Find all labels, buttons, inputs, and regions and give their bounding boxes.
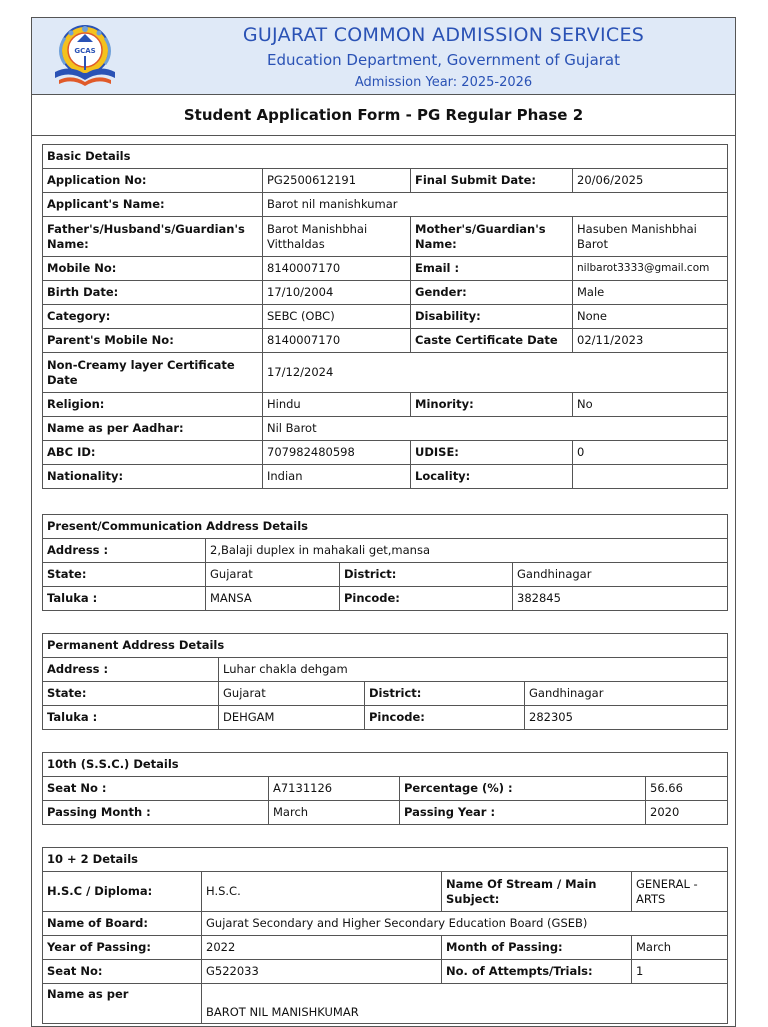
abc-id-value: 707982480598 [263, 441, 411, 465]
field-label: Minority: [411, 393, 573, 417]
field-label: Parent's Mobile No: [43, 329, 263, 353]
ncl-date-value: 17/12/2024 [263, 353, 728, 393]
ssc-details-table [42, 752, 728, 825]
field-label: Non-Creamy layer Certificate Date [43, 353, 263, 393]
hsc-attempts-value: 1 [632, 960, 728, 984]
field-label: H.S.C / Diploma: [43, 872, 202, 912]
hsc-details-section [42, 847, 727, 1024]
field-label: Final Submit Date: [411, 169, 573, 193]
permanent-taluka-value: DEHGAM [219, 706, 365, 730]
org-title: GUJARAT COMMON ADMISSION SERVICES [242, 24, 645, 46]
field-label: Year of Passing: [43, 936, 202, 960]
field-label: Passing Year : [400, 801, 646, 825]
mobile-value: 8140007170 [263, 257, 411, 281]
field-label: Taluka : [43, 587, 206, 611]
field-label: Disability: [411, 305, 573, 329]
field-label: Passing Month : [43, 801, 269, 825]
field-label: Application No: [43, 169, 263, 193]
field-label: Applicant's Name: [43, 193, 263, 217]
section-heading: Present/Communication Address Details [43, 515, 728, 539]
aadhar-name-value: Nil Barot [263, 417, 728, 441]
field-label: Father's/Husband's/Guardian's Name: [43, 217, 263, 257]
field-label: Name of Board: [43, 912, 202, 936]
disability-value: None [573, 305, 728, 329]
gender-value: Male [573, 281, 728, 305]
present-address-section [42, 514, 727, 611]
section-heading: 10th (S.S.C.) Details [43, 753, 728, 777]
field-label: UDISE: [411, 441, 573, 465]
permanent-address-section [42, 633, 727, 730]
hsc-year-value: 2022 [202, 936, 442, 960]
field-label: Birth Date: [43, 281, 263, 305]
form-title: Student Application Form - PG Regular Phase 2 [32, 95, 735, 136]
present-pincode-value: 382845 [513, 587, 728, 611]
field-label: Mother's/Guardian's Name: [411, 217, 573, 257]
field-label: Seat No : [43, 777, 269, 801]
field-label: Nationality: [43, 465, 263, 489]
field-label: Address : [43, 658, 219, 682]
field-label: District: [340, 563, 513, 587]
department-title: Education Department, Government of Gujarat [266, 51, 621, 69]
present-district-value: Gandhinagar [513, 563, 728, 587]
udise-value: 0 [573, 441, 728, 465]
field-label: State: [43, 563, 206, 587]
minority-value: No [573, 393, 728, 417]
svg-text:GCAS: GCAS [74, 47, 96, 55]
field-label: Caste Certificate Date [411, 329, 573, 353]
hsc-name-value: BAROT NIL MANISHKUMAR [202, 984, 728, 1024]
basic-details-table [42, 144, 728, 489]
field-label: Address : [43, 539, 206, 563]
ssc-details-section [42, 752, 727, 825]
field-label: Month of Passing: [442, 936, 632, 960]
field-label: District: [365, 682, 525, 706]
birth-date-value: 17/10/2004 [263, 281, 411, 305]
hsc-month-value: March [632, 936, 728, 960]
basic-details-section [42, 144, 727, 489]
present-taluka-value: MANSA [206, 587, 340, 611]
applicant-name-value: Barot nil manishkumar [263, 193, 728, 217]
locality-value [573, 465, 728, 489]
field-label: Email : [411, 257, 573, 281]
field-label: Name as per Aadhar: [43, 417, 263, 441]
field-label: Pincode: [365, 706, 525, 730]
field-label: Seat No: [43, 960, 202, 984]
final-submit-date-value: 20/06/2025 [573, 169, 728, 193]
permanent-district-value: Gandhinagar [525, 682, 728, 706]
present-address-table [42, 514, 728, 611]
religion-value: Hindu [263, 393, 411, 417]
field-label: Mobile No: [43, 257, 263, 281]
permanent-pincode-value: 282305 [525, 706, 728, 730]
application-no-value: PG2500612191 [263, 169, 411, 193]
permanent-address-table [42, 633, 728, 730]
gcas-logo-icon [41, 20, 129, 92]
hsc-details-table [42, 847, 728, 1024]
field-label: Name as per [43, 984, 202, 1024]
section-heading: Basic Details [43, 145, 728, 169]
permanent-state-value: Gujarat [219, 682, 365, 706]
parent-mobile-value: 8140007170 [263, 329, 411, 353]
field-label: Percentage (%) : [400, 777, 646, 801]
hsc-stream-value: GENERAL - ARTS [632, 872, 728, 912]
admission-year: Admission Year: 2025-2026 [354, 75, 533, 90]
present-address-value: 2,Balaji duplex in mahakali get,mansa [206, 539, 728, 563]
mother-name-value: Hasuben Manishbhai Barot [573, 217, 728, 257]
email-value: nilbarot3333@gmail.com [573, 257, 728, 281]
hsc-board-value: Gujarat Secondary and Higher Secondary Education Board (GSEB) [202, 912, 728, 936]
ssc-percentage-value: 56.66 [646, 777, 728, 801]
father-name-value: Barot Manishbhai Vitthaldas [263, 217, 411, 257]
permanent-address-value: Luhar chakla dehgam [219, 658, 728, 682]
nationality-value: Indian [263, 465, 411, 489]
ssc-year-value: 2020 [646, 801, 728, 825]
page-header [32, 18, 735, 95]
category-value: SEBC (OBC) [263, 305, 411, 329]
field-label: Name Of Stream / Main Subject: [442, 872, 632, 912]
section-heading: 10 + 2 Details [43, 848, 728, 872]
hsc-seat-value: G522033 [202, 960, 442, 984]
field-label: Gender: [411, 281, 573, 305]
ssc-month-value: March [269, 801, 400, 825]
field-label: Pincode: [340, 587, 513, 611]
caste-cert-date-value: 02/11/2023 [573, 329, 728, 353]
ssc-seat-value: A7131126 [269, 777, 400, 801]
section-heading: Permanent Address Details [43, 634, 728, 658]
field-label: Category: [43, 305, 263, 329]
field-label: State: [43, 682, 219, 706]
field-label: Taluka : [43, 706, 219, 730]
field-label: No. of Attempts/Trials: [442, 960, 632, 984]
field-label: Religion: [43, 393, 263, 417]
hsc-diploma-value: H.S.C. [202, 872, 442, 912]
field-label: Locality: [411, 465, 573, 489]
field-label: ABC ID: [43, 441, 263, 465]
present-state-value: Gujarat [206, 563, 340, 587]
application-form-page [31, 17, 736, 1027]
